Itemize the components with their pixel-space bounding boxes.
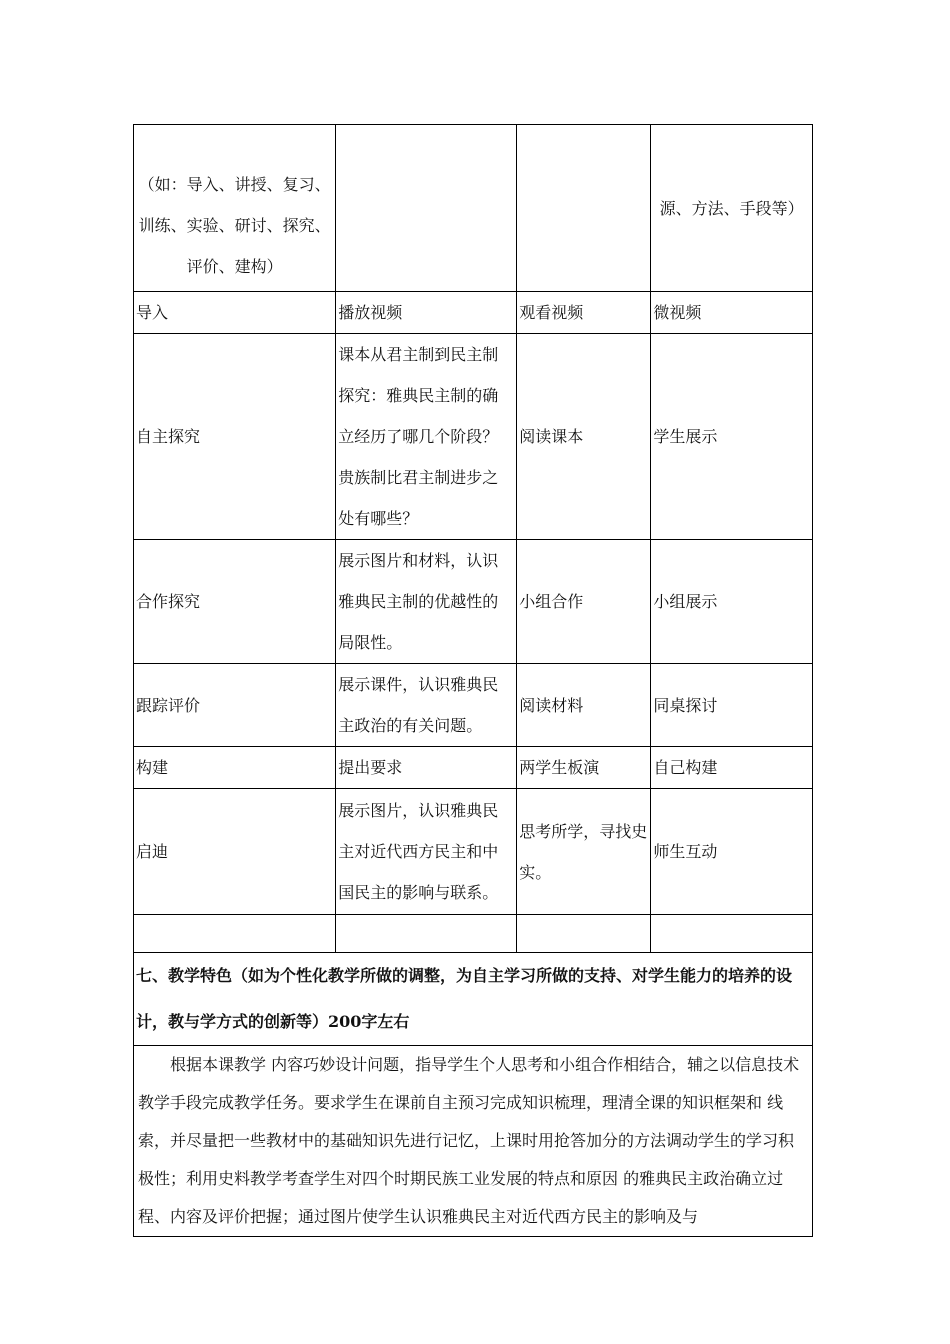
student-activity-cell: 思考所学，寻找史实。 <box>517 789 651 915</box>
student-activity-cell: 阅读材料 <box>517 664 651 747</box>
teacher-activity-cell: 提出要求 <box>336 747 517 789</box>
table-header-row <box>134 125 813 292</box>
section7-body: 根据本课教学 内容巧妙设计问题，指导学生个人思考和小组合作相结合，辅之以信息技术教学手段完成教学任务。要求学生在课前自主预习完成知识梳理，理清全课的知识框架和 线索，并尽量把一些教材中的基础知识先进行记忆，上课时用抢答加分的方法调动学生的学习积极性；利用史料教学考查学生对四个时期民族工业发展的特点和原因 的雅典民主政治确立过程、内容及评价把握；通过图片使学生认识雅典民主对近代西方民主的影响及与 <box>134 1046 813 1237</box>
teacher-activity-cell: 展示图片和材料，认识雅典民主制的优越性的局限性。 <box>336 540 517 664</box>
resource-cell: 自己构建 <box>651 747 813 789</box>
empty-row <box>134 915 813 953</box>
teacher-activity-cell: 播放视频 <box>336 292 517 334</box>
stage-cell: 自主探究 <box>134 334 336 540</box>
student-header-cell <box>517 125 651 292</box>
section-heading-row <box>134 953 813 1046</box>
table-row <box>134 540 813 664</box>
stage-header-cell: （如：导入、讲授、复习、训练、实验、研讨、探究、评价、建构） <box>134 125 336 292</box>
student-activity-cell: 小组合作 <box>517 540 651 664</box>
resource-cell: 师生互动 <box>651 789 813 915</box>
student-activity-cell: 两学生板演 <box>517 747 651 789</box>
section-body-row <box>134 1046 813 1237</box>
teacher-activity-cell: 展示课件，认识雅典民主政治的有关问题。 <box>336 664 517 747</box>
table-row <box>134 789 813 915</box>
section7-heading: 七、教学特色（如为个性化教学所做的调整，为自主学习所做的支持、对学生能力的培养的设计，教与学方式的创新等）200字左右 <box>134 953 813 1046</box>
table-row <box>134 334 813 540</box>
student-activity-cell: 观看视频 <box>517 292 651 334</box>
student-activity-cell: 阅读课本 <box>517 334 651 540</box>
resource-cell: 微视频 <box>651 292 813 334</box>
table-row <box>134 747 813 789</box>
stage-cell: 跟踪评价 <box>134 664 336 747</box>
teacher-activity-cell: 课本从君主制到民主制探究：雅典民主制的确立经历了哪几个阶段？贵族制比君主制进步之处有哪些？ <box>336 334 517 540</box>
resource-cell: 小组展示 <box>651 540 813 664</box>
table-row <box>134 664 813 747</box>
stage-cell: 构建 <box>134 747 336 789</box>
resource-cell: 学生展示 <box>651 334 813 540</box>
lesson-plan-table <box>133 124 813 1237</box>
stage-cell: 启迪 <box>134 789 336 915</box>
resource-header-cell: 源、方法、手段等） <box>651 125 813 292</box>
teacher-activity-cell: 展示图片，认识雅典民主对近代西方民主和中国民主的影响与联系。 <box>336 789 517 915</box>
resource-cell: 同桌探讨 <box>651 664 813 747</box>
teacher-header-cell <box>336 125 517 292</box>
stage-cell: 合作探究 <box>134 540 336 664</box>
table-row <box>134 292 813 334</box>
stage-cell: 导入 <box>134 292 336 334</box>
